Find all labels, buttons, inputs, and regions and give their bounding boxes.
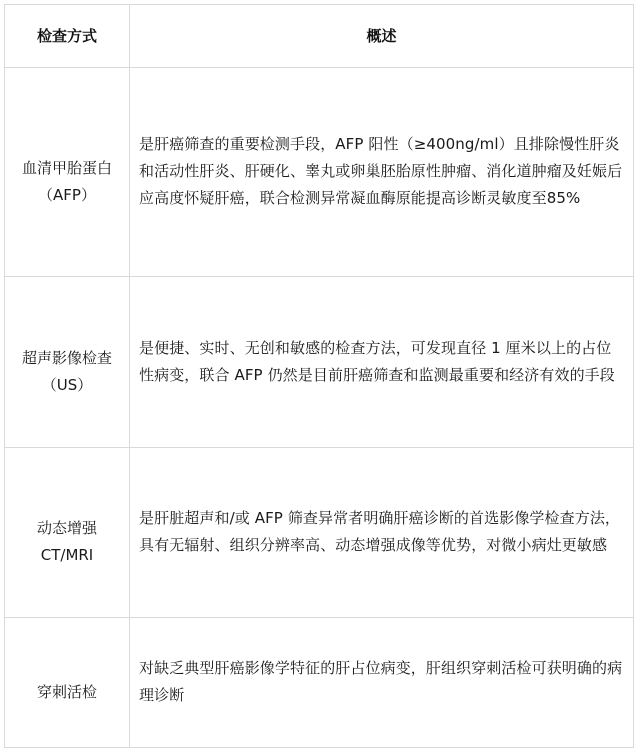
method-abbrev: （US） [41,375,93,394]
table-header-row [5,5,634,68]
exam-methods-table [4,4,634,748]
method-cell [5,277,130,448]
method-label: 穿刺活检 [36,682,97,701]
header-summary: 概述 [130,5,634,68]
method-abbrev: CT/MRI [40,546,94,564]
description-cell: 是肝癌筛查的重要检测手段，AFP 阳性（≥400ng/ml）且排除慢性肝炎和活动性肝炎、肝硬化、睾丸或卵巢胚胎原性肿瘤、消化道肿瘤及妊娠后应高度怀疑肝癌，联合检测异常凝血酶原能提高诊断灵敏度至85% [130,68,634,277]
method-label: 动态增强 [36,519,97,537]
method-cell [5,68,130,277]
table-row [5,618,634,748]
method-label: 血清甲胎蛋白 [21,158,112,177]
header-method: 检查方式 [5,5,130,68]
method-label: 超声影像检查 [21,348,112,367]
method-abbrev: （AFP） [38,185,96,204]
description-cell: 对缺乏典型肝癌影像学特征的肝占位病变，肝组织穿刺活检可获明确的病理诊断 [130,618,634,748]
method-cell [5,448,130,618]
table-row [5,68,634,277]
table-row [5,277,634,448]
description-cell: 是肝脏超声和/或 AFP 筛查异常者明确肝癌诊断的首选影像学检查方法，具有无辐射、组织分辨率高、动态增强成像等优势，对微小病灶更敏感 [130,448,634,618]
description-cell: 是便捷、实时、无创和敏感的检查方法，可发现直径 1 厘米以上的占位性病变，联合 AFP 仍然是目前肝癌筛查和监测最重要和经济有效的手段 [130,277,634,448]
method-cell [5,618,130,748]
table-row [5,448,634,618]
